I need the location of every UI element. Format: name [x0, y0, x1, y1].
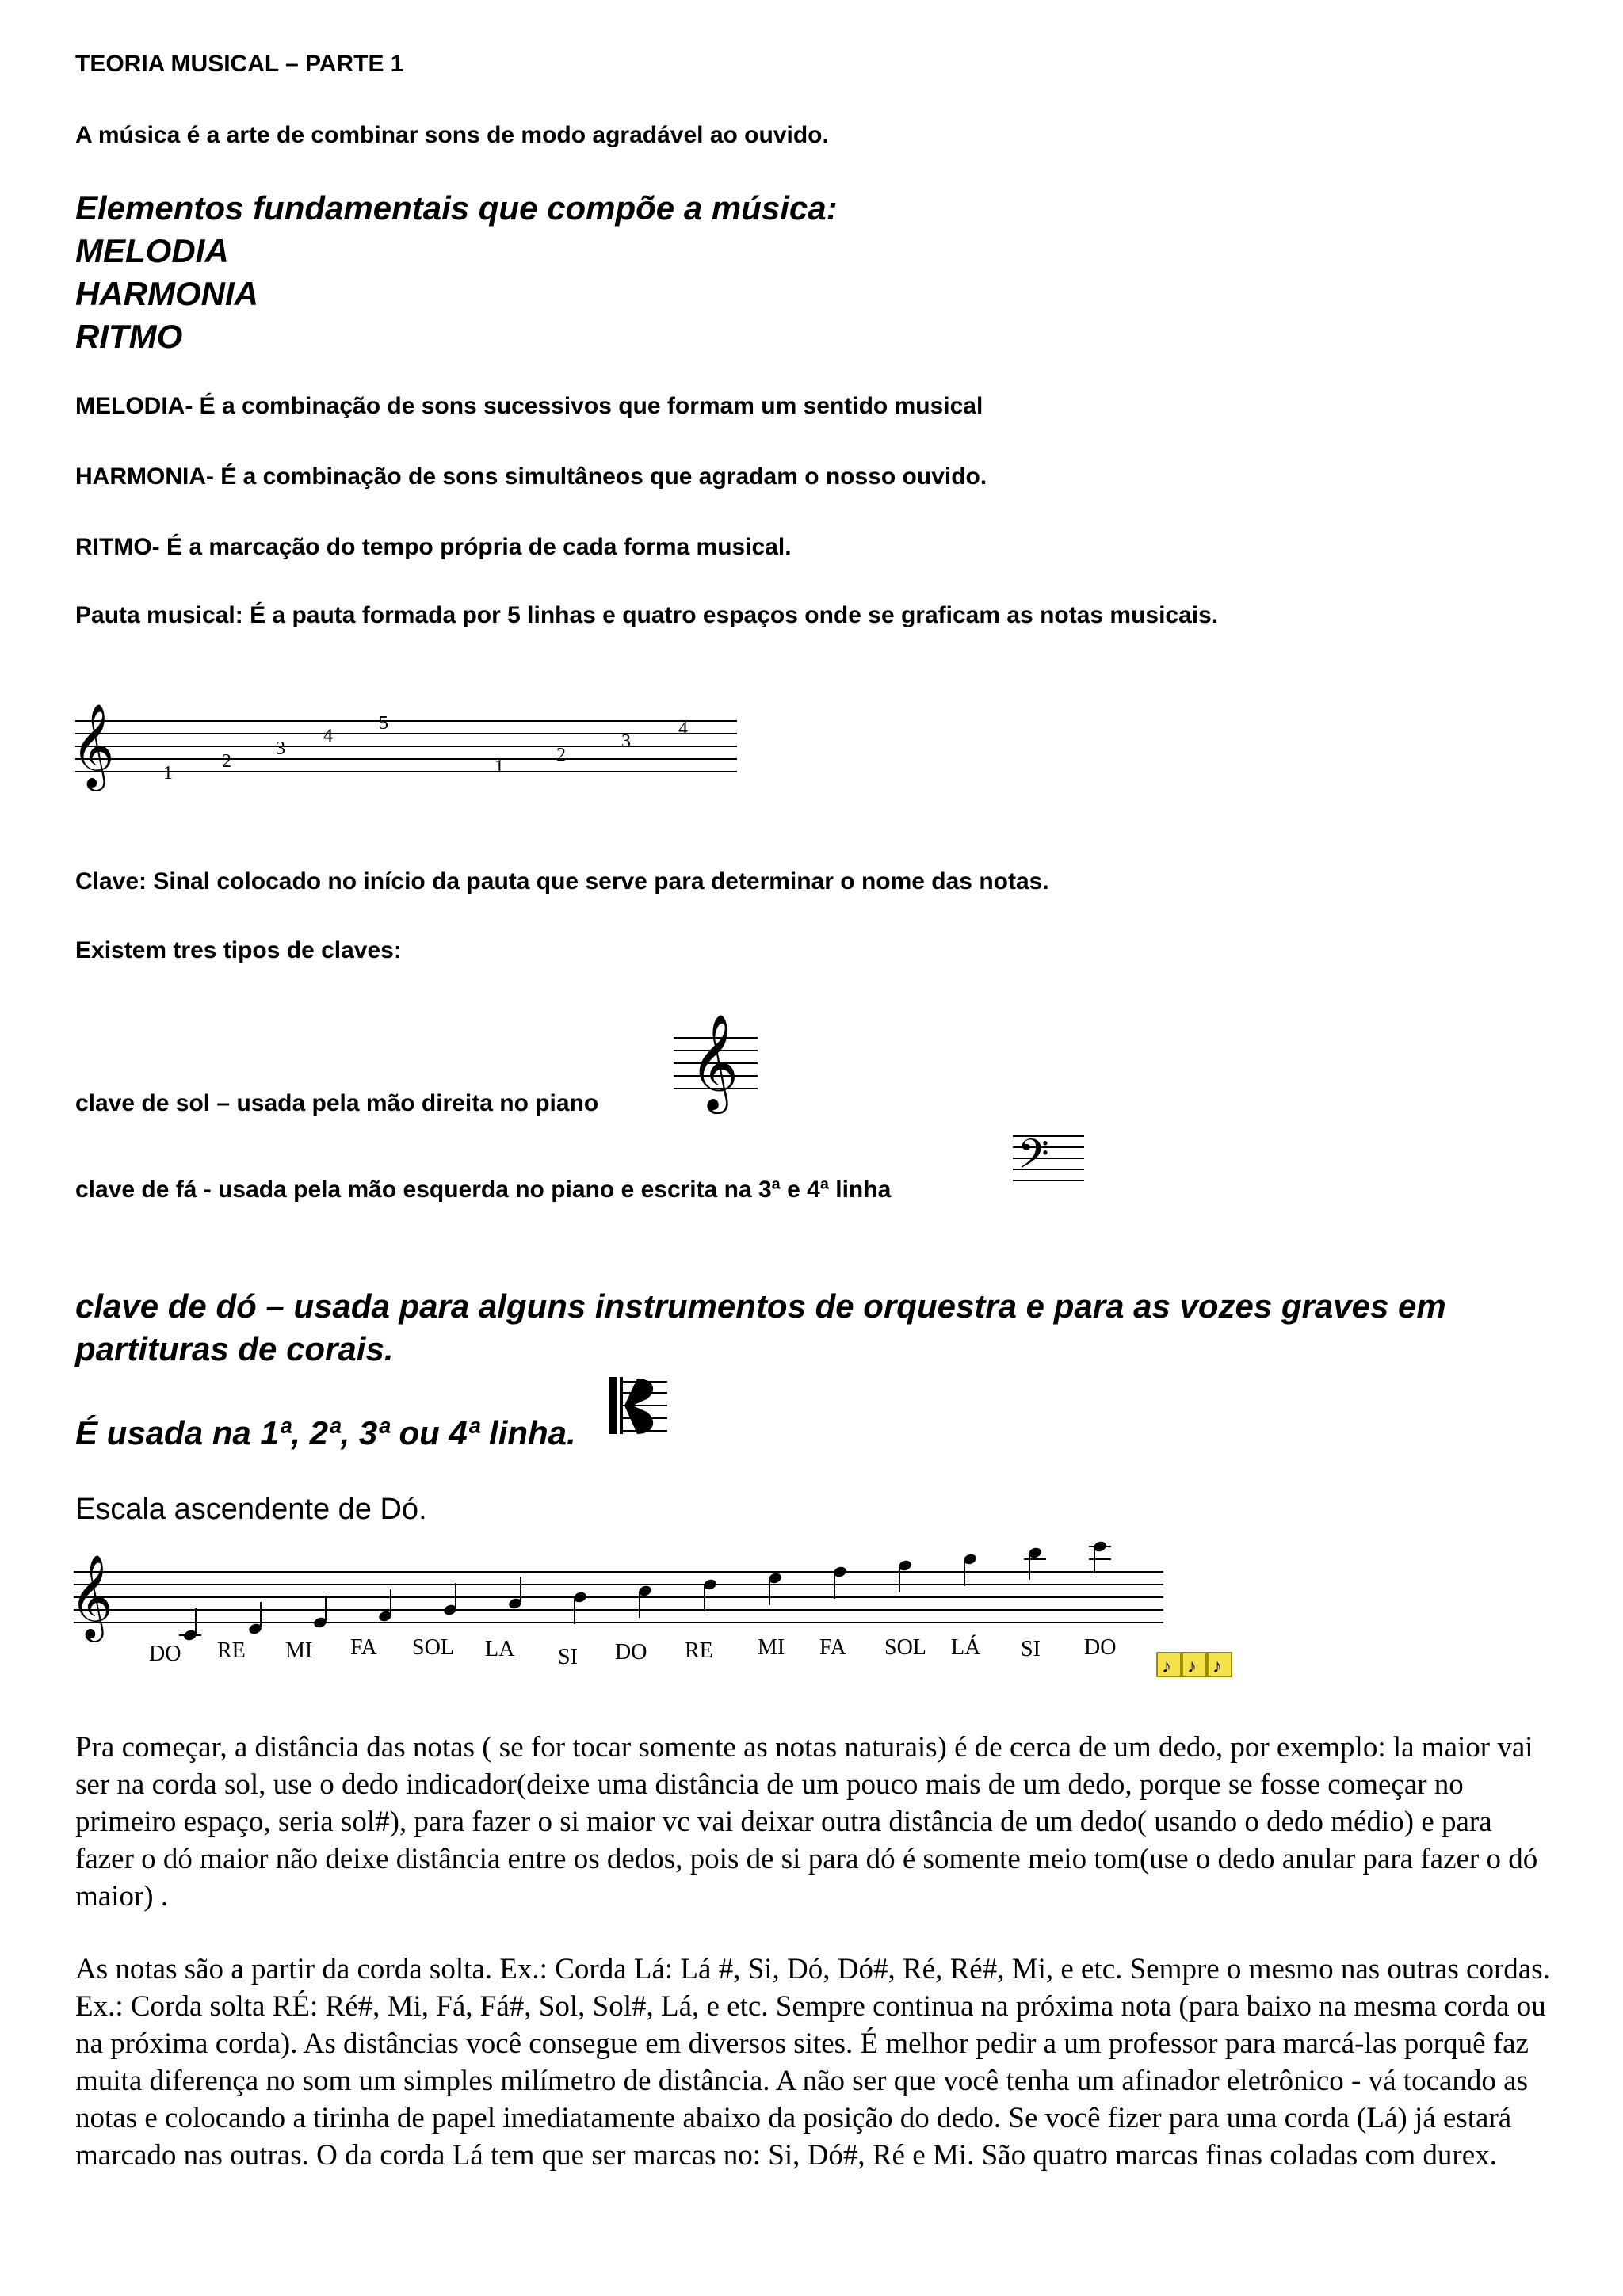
- scale-note-label: FA: [819, 1635, 846, 1660]
- staff-space-number: 1: [495, 757, 504, 777]
- scale-notes: [179, 1540, 1111, 1642]
- clave-do-text: clave de dó – usada para alguns instrumentos de orquestra e para as vozes graves em partituras de corais.: [75, 1287, 1446, 1367]
- tipos-text: Existem tres tipos de claves:: [75, 937, 402, 963]
- svg-text:♪: ♪: [1162, 1657, 1171, 1677]
- scale-note: [637, 1585, 652, 1618]
- scale-labels: [149, 1635, 1116, 1669]
- scale-note-label: LA: [485, 1637, 515, 1661]
- scale-note: [702, 1578, 717, 1611]
- scale-note: [247, 1602, 262, 1635]
- scale-note-label: DO: [1084, 1635, 1117, 1660]
- scale-note: [572, 1591, 587, 1624]
- treble-clef-icon: 𝄞: [689, 1016, 739, 1108]
- scale-note-label: SOL: [412, 1635, 454, 1660]
- scale-note: [179, 1608, 201, 1642]
- treble-clef-icon: 𝄞: [70, 1556, 113, 1637]
- pauta-text: Pauta musical: É a pauta formada por 5 linhas e quatro espaços onde se graficam as notas musicais.: [75, 602, 1219, 628]
- numbered-staff: [71, 689, 745, 792]
- scale-note-label: RE: [217, 1638, 246, 1663]
- treble-clef-staff: [672, 1011, 759, 1114]
- treble-clef-icon: 𝄞: [71, 705, 115, 786]
- scale-note-label: LÁ: [951, 1635, 981, 1660]
- intro-text: A música é a arte de combinar sons de modo agradável ao ouvido.: [75, 122, 829, 148]
- scale-note: [897, 1559, 912, 1592]
- escala-title: Escala ascendente de Dó.: [75, 1493, 427, 1526]
- speaker-icons: [1157, 1653, 1232, 1677]
- element-ritmo: RITMO: [75, 318, 183, 355]
- scale-note-label: MI: [758, 1635, 785, 1660]
- clave-fa-text: clave de fá - usada pela mão esquerda no piano e escrita na 3ª e 4ª linha: [75, 1177, 892, 1203]
- scale-note: [442, 1583, 457, 1616]
- clave-text: Clave: Sinal colocado no início da pauta que serve para determinar o nome das notas.: [75, 868, 1049, 894]
- bass-clef-icon: 𝄢: [1018, 1133, 1049, 1187]
- alto-clef-icon: [605, 1375, 673, 1437]
- scale-note: [832, 1566, 847, 1599]
- scale-note-label: SI: [1021, 1637, 1041, 1661]
- page-title: TEORIA MUSICAL – PARTE 1: [75, 51, 404, 77]
- elements-heading: [75, 187, 838, 358]
- staff-line-number: 5: [379, 713, 388, 734]
- staff-line-number: 4: [323, 726, 333, 746]
- staff-space-number: 4: [678, 719, 688, 739]
- scale-note-label: DO: [615, 1640, 647, 1665]
- clave-sol-text: clave de sol – usada pela mão direita no piano: [75, 1090, 599, 1116]
- staff-line-number: 1: [163, 763, 173, 784]
- scale-note: [312, 1596, 327, 1629]
- elements-heading-text: Elementos fundamentais que compõe a música:: [75, 189, 838, 227]
- scale-note-label: DO: [149, 1642, 181, 1666]
- scale-note-label: MI: [285, 1638, 313, 1663]
- definition-harmonia: HARMONIA- É a combinação de sons simultâneos que agradam o nosso ouvido.: [75, 463, 987, 490]
- scale-note: [767, 1572, 782, 1605]
- scale-note-label: SOL: [884, 1635, 926, 1660]
- scale-note: [962, 1553, 977, 1586]
- bass-clef-staff: [1011, 1130, 1086, 1189]
- staff-space-number: 2: [556, 745, 566, 765]
- staff-space-number: 3: [621, 731, 631, 752]
- paragraph-1: Pra começar, a distância das notas ( se for tocar somente as notas naturais) é de cerca de um dedo, por exemplo: la maior vai ser na corda sol, use o dedo indicador(deixe uma distância de um pouco mais de um dedo, porque se fosse começar no primeiro espaço, seria sol#), para fazer o si maior vc vai deixar outra distância de um dedo( usando o dedo médio) e para fazer o dó maior não deixe distância entre os dedos, pois de si para dó é somente meio tom(use o dedo anular para fazer o dó maior) .: [75, 1731, 1538, 1913]
- staff-line-number: 3: [276, 738, 285, 759]
- paragraph-2: As notas são a partir da corda solta. Ex.: Corda Lá: Lá #, Si, Dó, Dó#, Ré, Ré#, Mi, e etc. Sempre o mesmo nas outras cordas. Ex.: Corda solta RÉ: Ré#, Mi, Fá, Fá#, Sol, Sol#, Lá, e etc. Sempre continua na próxima nota (para baixo na mesma corda ou na próxima corda). As distâncias você consegue em diversos sites. É melhor pedir a um professor para marcá-las porquê faz muita diferença no som um simples milímetro de distância. A não ser que você tenha um afinador eletrônico - vá tocando as notas e colocando a tirinha de papel imediatamente abaixo da posição do dedo. Se você fizer para uma corda (Lá) já estará marcado nas outras. O da corda Lá tem que ser marcas no: Si, Dó#, Ré e Mi. São quatro marcas finas coladas com durex.: [75, 1953, 1550, 2172]
- scale-note: [1089, 1540, 1111, 1573]
- staff-line-number: 2: [222, 751, 231, 772]
- scale-note: [377, 1589, 392, 1623]
- scale-note: [1024, 1547, 1046, 1580]
- definition-melodia: MELODIA- É a combinação de sons sucessivos que formam um sentido musical: [75, 393, 983, 419]
- scale-note-label: RE: [685, 1638, 713, 1663]
- scale-note: [507, 1577, 522, 1610]
- svg-text:♪: ♪: [1187, 1657, 1197, 1677]
- scale-note-label: FA: [350, 1635, 377, 1660]
- element-melodia: MELODIA: [75, 232, 229, 269]
- element-harmonia: HARMONIA: [75, 275, 258, 312]
- scale-note-label: SI: [558, 1645, 578, 1669]
- definition-ritmo: RITMO- É a marcação do tempo própria de cada forma musical.: [75, 534, 792, 560]
- scale-staff: [70, 1540, 1298, 1691]
- clave-do-lines-text: É usada na 1ª, 2ª, 3ª ou 4ª linha.: [75, 1414, 576, 1451]
- svg-text:♪: ♪: [1212, 1657, 1222, 1677]
